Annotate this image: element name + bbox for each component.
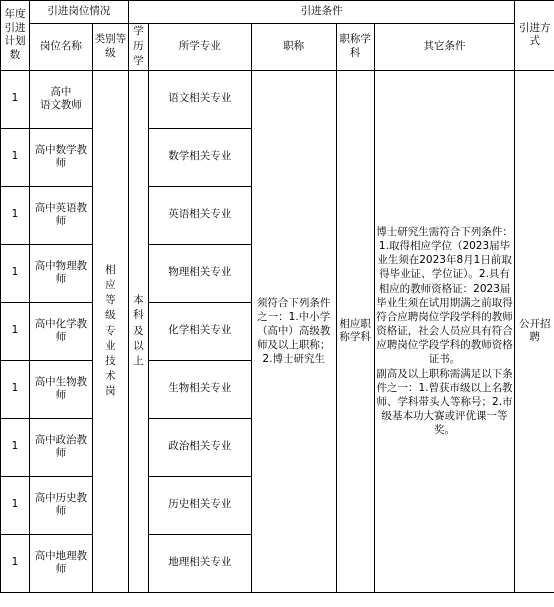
header-education: 学历学 [128,24,148,71]
major-cell: 历史相关专业 [148,476,251,534]
title-requirement-cell: 须符合下列条件之一：1.中小学（高中）高级教师及以上职称；2.博士研究生 [251,70,336,592]
plan-count-cell: 1 [1,128,30,186]
education-cell: 本科及以上 [128,70,148,592]
major-cell: 物理相关专业 [148,244,251,302]
header-plan-count: 年度引进计划数 [1,1,30,71]
plan-count-cell: 1 [1,186,30,244]
header-method: 引进方式 [515,1,554,71]
header-conditions-group: 引进条件 [128,1,515,24]
header-category: 类别等级 [92,24,128,71]
major-cell: 化学相关专业 [148,302,251,360]
major-cell: 语文相关专业 [148,70,251,128]
major-cell: 英语相关专业 [148,186,251,244]
header-position-name: 岗位名称 [29,24,92,71]
position-name-cell: 高中政治教师 [29,418,92,476]
plan-count-cell: 1 [1,418,30,476]
plan-count-cell: 1 [1,534,30,592]
table-row [1,70,554,128]
header-position-group: 引进岗位情况 [29,1,128,24]
other-conditions-cell: 博士研究生需符合下列条件：1.取得相应学位（2023届毕业生须在2023年8月1日前取得毕业证、学位证）。2.具有相应的教师资格证：2023届毕业生须在试用期满之前取得符合应聘岗位学段学科的教师资格证，社会人员应具有符合应聘岗位学段学科的教师资格证书。 副高及以上职称需满足以下条件之一：1.曾获市级以上名教师、学科带头人等称号；2.市级基本功大赛或评优课一等奖。 [374,70,515,592]
position-name-cell: 高中地理教师 [29,534,92,592]
header-title: 职称 [251,24,336,71]
major-cell: 生物相关专业 [148,360,251,418]
category-cell: 相应等级专业技术岗 [92,70,128,592]
plan-count-cell: 1 [1,70,30,128]
header-other-conditions: 其它条件 [374,24,515,71]
position-name-cell: 高中历史教师 [29,476,92,534]
position-name-cell: 高中 语文教师 [29,70,92,128]
position-name-cell: 高中化学教师 [29,302,92,360]
header-title-major: 职称学科 [336,24,374,71]
position-name-cell: 高中物理教师 [29,244,92,302]
plan-count-cell: 1 [1,244,30,302]
title-major-cell: 相应职称学科 [336,70,374,592]
position-name-cell: 高中数学教师 [29,128,92,186]
plan-count-cell: 1 [1,476,30,534]
plan-count-cell: 1 [1,302,30,360]
major-cell: 政治相关专业 [148,418,251,476]
major-cell: 数学相关专业 [148,128,251,186]
method-cell: 公开招聘 [515,70,554,592]
position-name-cell: 高中生物教师 [29,360,92,418]
plan-count-cell: 1 [1,360,30,418]
major-cell: 地理相关专业 [148,534,251,592]
header-major: 所学专业 [148,24,251,71]
position-name-cell: 高中英语教师 [29,186,92,244]
